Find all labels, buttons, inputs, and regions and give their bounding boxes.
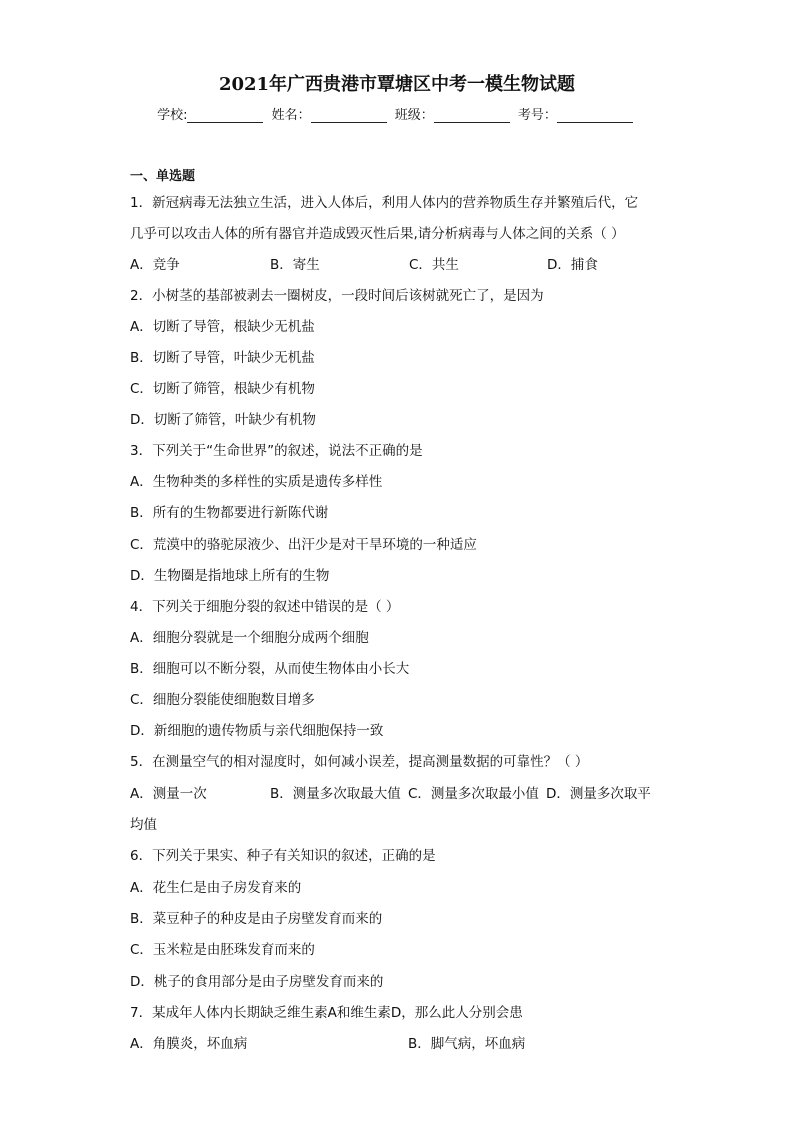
class-label: 班级：	[394, 108, 434, 123]
question-4-option-a: A．细胞分裂就是一个细胞分成两个细胞	[130, 630, 369, 646]
exam-number-label: 考号：	[517, 108, 557, 123]
question-3-option-a: A．生物种类的多样性的实质是遗传多样性	[130, 474, 383, 490]
question-5-option-c: C．测量多次取最小值	[408, 786, 539, 802]
question-5-stem: 5．在测量空气的相对湿度时，如何减小误差，提高测量数据的可靠性？（ ）	[130, 754, 589, 770]
question-6-option-c: C．玉米粒是由胚珠发育而来的	[130, 942, 315, 958]
question-2-option-a: A．切断了导管，根缺少无机盐	[130, 319, 315, 335]
question-4-stem: 4．下列关于细胞分裂的叙述中错误的是（ ）	[130, 599, 400, 615]
question-2-option-b: B．切断了导管，叶缺少无机盐	[130, 350, 315, 366]
question-1-option-d: D．捕食	[547, 257, 598, 273]
question-1-line-2: 几乎可以攻击人体的所有器官并造成毁灭性后果,请分析病毒与人体之间的关系（ ）	[130, 226, 625, 242]
class-blank[interactable]	[434, 109, 510, 123]
question-3-option-d: D．生物圈是指地球上所有的生物	[130, 568, 330, 584]
question-6-stem: 6．下列关于果实、种子有关知识的叙述，正确的是	[130, 848, 436, 864]
school-label: 学校:	[157, 108, 188, 123]
exam-title: 2021年广西贵港市覃塘区中考一模生物试题	[218, 74, 576, 95]
student-info-line	[0, 104, 794, 123]
question-1-option-a: A．竞争	[130, 257, 180, 273]
question-5-option-b: B．测量多次取最大值	[270, 786, 401, 802]
question-6-option-b: B．菜豆种子的种皮是由子房壁发育而来的	[130, 911, 383, 927]
question-4-option-c: C．细胞分裂能使细胞数目增多	[130, 692, 315, 708]
question-6-option-d: D．桃子的食用部分是由子房壁发育而来的	[130, 974, 384, 990]
name-blank[interactable]	[311, 109, 387, 123]
question-5-option-d-continued: 均值	[130, 817, 157, 833]
section-heading: 一、单选题	[130, 169, 196, 184]
question-1-line-1: 1．新冠病毒无法独立生活，进入人体后，利用人体内的营养物质生存并繁殖后代，它	[130, 195, 639, 211]
question-7-option-a: A．角膜炎，坏血病	[130, 1036, 248, 1052]
question-1-option-c: C．共生	[409, 257, 459, 273]
question-2-option-d: D．切断了筛管，叶缺少有机物	[130, 412, 316, 428]
question-2-stem: 2．小树茎的基部被剥去一圈树皮，一段时间后该树就死亡了，是因为	[130, 288, 544, 304]
exam-number-blank[interactable]	[557, 109, 633, 123]
question-3-option-c: C．荒漠中的骆驼尿液少、出汗少是对干旱环境的一种适应	[130, 537, 477, 553]
question-6-option-a: A．花生仁是由子房发育来的	[130, 880, 302, 896]
school-blank[interactable]	[187, 109, 263, 123]
question-1-option-b: B．寄生	[270, 257, 320, 273]
question-5-option-d: D．测量多次取平	[546, 786, 651, 802]
name-label: 姓名：	[271, 108, 311, 123]
question-4-option-d: D．新细胞的遗传物质与亲代细胞保持一致	[130, 723, 384, 739]
question-3-stem: 3．下列关于“生命世界”的叙述，说法不正确的是	[130, 443, 423, 459]
question-3-option-b: B．所有的生物都要进行新陈代谢	[130, 505, 329, 521]
question-4-option-b: B．细胞可以不断分裂，从而使生物体由小长大	[130, 661, 410, 677]
question-2-option-c: C．切断了筛管，根缺少有机物	[130, 381, 315, 397]
question-5-option-a: A．测量一次	[130, 786, 207, 802]
question-7-option-b: B．脚气病，坏血病	[408, 1036, 526, 1052]
question-7-stem: 7．某成年人体内长期缺乏维生素A和维生素D，那么此人分别会患	[130, 1005, 523, 1021]
